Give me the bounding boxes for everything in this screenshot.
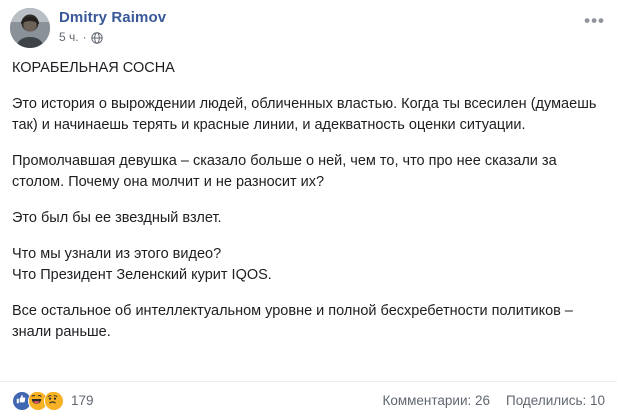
ellipsis-icon[interactable]: ••• bbox=[584, 11, 605, 30]
shares-count[interactable]: Поделились: 10 bbox=[506, 393, 605, 408]
post-paragraph-4: Что мы узнали из этого видео? bbox=[12, 246, 222, 262]
avatar[interactable] bbox=[10, 8, 50, 48]
post-paragraph-3: Это был бы ее звездный взлет. bbox=[12, 210, 222, 226]
post-header bbox=[0, 0, 617, 48]
sad-icon bbox=[44, 391, 64, 411]
post-paragraph-5: Что Президент Зеленский курит IQOS. bbox=[12, 267, 272, 283]
post-timestamp[interactable]: 5 ч. bbox=[59, 30, 79, 44]
post-meta bbox=[59, 30, 166, 44]
post-footer bbox=[0, 381, 617, 419]
meta-separator: · bbox=[82, 30, 87, 44]
comments-count[interactable]: Комментарии: 26 bbox=[382, 393, 490, 408]
reaction-summary[interactable] bbox=[12, 391, 94, 411]
post-stats bbox=[382, 393, 605, 408]
globe-icon[interactable] bbox=[91, 32, 103, 44]
post-paragraph-6: Все остальное об интеллектуальном уровне и полной бесхребетности политиков – знали раньше. bbox=[12, 303, 573, 340]
post-paragraph-1: Это история о вырождении людей, обличенных властью. Когда ты всесилен (думаешь так) и начинаешь терять и красные линии, и адекватность оценки ситуации. bbox=[12, 96, 597, 133]
post-header-text bbox=[59, 8, 166, 44]
reaction-count[interactable]: 179 bbox=[71, 393, 94, 408]
post-title: КОРАБЕЛЬНАЯ СОСНА bbox=[12, 60, 175, 76]
post-author-name[interactable]: Dmitry Raimov bbox=[59, 9, 167, 26]
post-body bbox=[0, 48, 617, 343]
post-paragraph-2: Промолчавшая девушка – сказало больше о ней, чем то, что про нее сказали за столом. Почему она молчит и не разносит их? bbox=[12, 153, 557, 190]
